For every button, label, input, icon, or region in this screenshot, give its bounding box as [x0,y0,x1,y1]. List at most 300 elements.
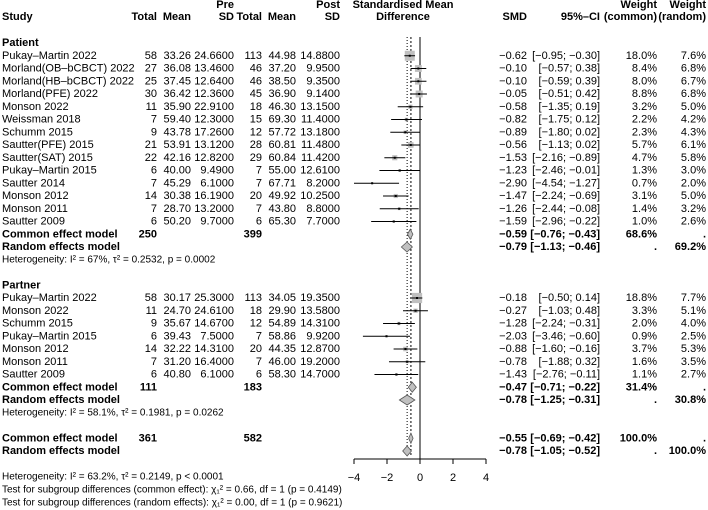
study-name: Morland(OB–bCBCT) 2022 [2,62,135,75]
post-sd: 9.1400 [306,88,340,100]
study-name: Monson 2022 [2,304,69,317]
post-mean: 49.92 [268,190,296,202]
weight-common: 100.0% [619,432,657,445]
pre-sd: 24.6600 [194,49,234,62]
post-total: 582 [243,432,262,445]
pre-sd: 9.7000 [200,215,234,228]
pre-total: 7 [150,202,157,215]
smd-value: −1.28 [499,317,527,330]
subgroup-header: Patient [2,37,39,49]
pre-total: 250 [138,228,157,241]
weight-random: 2.7% [680,368,706,381]
pre-mean: 50.20 [163,215,191,228]
weight-random: 5.3% [680,343,706,355]
subgroup-test-common: Test for subgroup differences (common effect): χ₁² = 0.66, df = 1 (p = 0.4149) [2,484,342,496]
post-sd: 8.8000 [306,202,340,215]
pre-total: 6 [150,215,157,228]
pre-sd: 16.4000 [194,355,234,368]
weight-common: 1.1% [631,368,657,381]
weight-common: 1.6% [631,355,657,368]
post-total: 18 [249,304,262,317]
ci-value: [−2.96; −0.22] [532,215,600,228]
weight-random: 6.1% [680,139,706,151]
weight-common: 2.0% [631,317,657,330]
ci-value: [−0.51; 0.42] [538,88,600,100]
pre-mean: 43.78 [163,126,191,139]
post-mean: 46.00 [268,355,296,368]
pre-mean: 37.45 [163,75,191,88]
post-total: 12 [249,126,262,139]
weight-random-header: (random) [658,11,706,23]
smd-value: −0.89 [499,126,527,139]
point-estimate-marker [399,170,401,172]
post-sd: 12.6100 [300,164,340,177]
post-mean: 58.30 [268,368,296,381]
post-total: 7 [255,177,262,190]
post-sd: 14.7000 [300,368,340,381]
post-sd: 8.2000 [306,177,340,190]
weight-common: 68.6% [625,228,657,241]
summary-diamond [403,446,412,456]
post-sd: 9.9500 [306,62,340,75]
smd-value: −0.27 [499,304,527,317]
post-total: 18 [249,100,262,113]
ci-value: [−0.76; −0.43] [530,228,600,241]
study-name: Monson 2022 [2,100,69,113]
x-axis-tick-label: 4 [482,472,490,484]
point-estimate-marker [371,182,373,184]
pre-mean: 42.16 [163,151,191,164]
point-estimate-marker [416,297,418,299]
weight-common: 8.4% [631,62,657,75]
post-mean: 36.90 [268,88,296,100]
pre-total: 9 [150,126,157,139]
weight-random: . [702,381,706,394]
pre-total: 6 [150,330,157,343]
pre-mean: 53.91 [163,139,191,151]
pre-sd-header: SD [218,11,234,23]
pre-mean: 35.90 [163,100,191,113]
weight-random: 30.8% [674,394,706,406]
weight-random: 2.5% [680,330,706,343]
weight-common: 8.0% [631,75,657,88]
model-label: Common effect model [2,228,118,241]
point-estimate-marker [409,55,411,57]
point-estimate-marker [398,208,400,210]
pre-sd: 12.3600 [194,88,234,100]
ci-value: [−1.25; −0.31] [530,394,600,406]
weight-common: . [653,394,657,406]
weight-random: 5.0% [680,100,706,113]
x-axis-tick-label: −4 [347,472,361,484]
weight-common: 3.1% [631,190,657,202]
pre-sd: 13.2000 [194,202,234,215]
heterogeneity-text: Heterogeneity: I² = 58.1%, τ² = 0.1981, p = 0.0262 [2,407,224,419]
post-total: 399 [243,228,262,241]
study-name: Sautter 2009 [2,368,65,381]
point-estimate-marker [418,93,420,95]
summary-diamond [399,395,415,405]
study-name: Monson 2012 [2,343,69,355]
ci-value: [−0.69; −0.42] [530,432,600,445]
pre-total: 14 [144,190,157,202]
point-estimate-marker [410,144,412,146]
post-sd-header: SD [324,11,340,23]
model-label: Random effects model [2,241,120,253]
pre-total: 58 [144,292,157,304]
weight-common: 4.7% [631,151,657,164]
post-total: 29 [249,151,262,164]
pre-mean: 24.70 [163,304,191,317]
pre-total: 7 [150,355,157,368]
smd-value: −1.43 [499,368,527,381]
weight-common: 8.8% [631,88,657,100]
pre-mean: 31.20 [163,355,191,368]
pre-mean: 33.26 [163,49,191,62]
study-name: Sautter 2014 [2,177,65,190]
study-name: Morland(PFE) 2022 [2,88,98,100]
ci-header: 95%–CI [560,11,600,23]
post-mean: 55.00 [268,164,296,177]
weight-common: 3.7% [631,343,657,355]
smd-value: −2.03 [499,330,527,343]
smd-value: −1.59 [499,215,527,228]
pre-mean: 30.17 [163,292,191,304]
point-estimate-marker [394,157,396,159]
weight-common: 18.8% [625,292,657,304]
smd-header: SMD [502,11,527,23]
ci-value: [−1.13; −0.46] [530,241,600,253]
summary-diamond [407,229,412,239]
pre-sd: 14.3100 [194,343,234,355]
pre-sd: 17.2600 [194,126,234,139]
summary-diamond [408,382,416,392]
weight-common: . [653,445,657,457]
ci-value: [−1.03; 0.48] [538,304,600,317]
smd-value: −0.05 [499,88,527,100]
post-mean: 37.20 [268,62,296,75]
point-estimate-marker [415,310,417,312]
smd-value: −1.47 [499,190,527,202]
pre-mean: 39.43 [163,330,191,343]
study-name: Sautter 2009 [2,215,65,228]
post-mean: 60.81 [268,139,296,151]
overall-heterogeneity-text: Heterogeneity: I² = 63.2%, τ² = 0.2149, p < 0.0001 [2,471,224,483]
post-sd: 14.8800 [300,49,340,62]
post-sd: 14.3100 [300,317,340,330]
weight-common: 31.4% [625,381,657,394]
post-sd: 11.4200 [301,151,340,164]
post-total: 15 [249,113,262,126]
post-sd: 7.7000 [306,215,340,228]
weight-random: . [702,432,706,445]
weight-random: 6.7% [680,75,706,88]
pre-mean: 59.40 [163,113,191,126]
pre-total: 27 [144,62,157,75]
study-name: Sautter(SAT) 2015 [2,151,93,164]
smd-value: −0.18 [499,292,527,304]
smd-value: −0.10 [499,62,527,75]
study-name: Weissman 2018 [2,113,81,126]
ci-value: [−2.76; −0.11] [532,368,600,381]
weight-common: 18.0% [625,49,657,62]
subgroup-test-random: Test for subgroup differences (random effects): χ₁² = 0.00, df = 1 (p = 0.9621) [2,497,343,509]
smd-value: −2.90 [499,177,527,190]
post-total: 28 [249,139,262,151]
ci-value: [−4.54; −1.27] [532,177,600,190]
ci-value: [−1.05; −0.52] [530,445,600,457]
pre-mean: 40.00 [163,164,191,177]
post-total: 183 [243,381,262,394]
ci-value: [−3.46; −0.60] [532,330,600,343]
smd-value: −0.10 [499,75,527,88]
post-total: 113 [244,49,262,62]
post-mean: 34.05 [268,292,296,304]
weight-random: 2.6% [680,215,706,228]
ci-value: [−1.75; 0.12] [538,113,600,126]
point-estimate-marker [409,106,411,108]
ci-value: [−0.57; 0.38] [538,62,600,75]
post-mean: 65.30 [268,215,296,228]
study-name: Schumm 2015 [2,126,73,139]
ci-value: [−0.59; 0.39] [538,75,600,88]
post-mean: 29.90 [268,304,296,317]
weight-common: 2.3% [631,126,657,139]
weight-random: 5.0% [680,190,706,202]
pre-total: 6 [150,164,157,177]
weight-random: 4.0% [680,317,706,330]
post-total: 46 [249,75,262,88]
post-sd: 19.3500 [300,292,340,304]
weight-random: 4.3% [680,126,706,139]
pre-total: 14 [144,343,157,355]
pre-mean: 28.70 [163,202,191,215]
heterogeneity-text: Heterogeneity: I² = 67%, τ² = 0.2532, p = 0.0002 [2,254,216,266]
pre-mean: 30.38 [163,190,191,202]
post-sd: 13.5800 [300,304,340,317]
model-label: Common effect model [2,381,118,394]
post-sd: 9.9200 [306,330,340,343]
post-total: 6 [255,215,262,228]
post-header: Post [316,0,340,11]
ci-value: [−2.44; −0.08] [532,202,600,215]
post-mean: 44.35 [268,343,296,355]
ci-value: [−1.60; −0.16] [532,343,600,355]
point-estimate-marker [398,323,400,325]
ci-value: [−1.13; 0.02] [538,139,600,151]
pre-total: 9 [150,317,157,330]
post-mean: 60.84 [268,151,296,164]
smd-value: −0.47 [499,381,527,394]
weight-common: 0.7% [631,177,657,190]
weight-random: . [702,228,706,241]
point-estimate-marker [405,119,407,121]
x-axis-tick-label: 0 [416,472,424,484]
smd-value: −0.88 [499,343,527,355]
post-sd: 12.8700 [300,343,340,355]
point-estimate-marker [404,348,406,350]
post-mean: 44.98 [268,49,296,62]
weight-random: 69.2% [674,241,706,253]
smd-value: −1.26 [499,202,527,215]
ci-value: [−1.88; 0.32] [538,355,600,368]
weight-random: 5.8% [680,151,706,164]
pre-total: 6 [150,368,157,381]
post-total-header: Total [236,11,262,23]
post-total: 20 [249,343,262,355]
ci-value: [−2.24; −0.31] [532,317,600,330]
smd-value: −0.59 [499,228,527,241]
pre-sd: 9.4900 [200,164,234,177]
weight-common: 1.3% [631,164,657,177]
smd-value: −0.78 [499,355,527,368]
point-estimate-marker [417,68,419,70]
pre-sd: 24.6100 [194,304,234,317]
pre-total: 7 [150,177,157,190]
point-estimate-marker [386,335,388,337]
weight-random: 6.8% [680,88,706,100]
subgroup-header: Partner [2,279,41,292]
study-header: Study [2,11,33,23]
post-total: 7 [255,330,262,343]
post-total: 7 [255,202,262,215]
ci-value: [−1.80; 0.02] [538,126,600,139]
smd-value: −0.82 [499,113,527,126]
post-mean: 69.30 [268,113,296,126]
post-mean: 58.86 [268,330,296,343]
weight-common-header: (common) [603,11,657,23]
point-estimate-marker [404,131,406,133]
weight-common: 1.0% [631,215,657,228]
weight-common-header: Weight [620,0,657,11]
weight-random: 6.8% [680,62,706,75]
pre-mean: 36.42 [163,88,191,100]
weight-common: 1.4% [631,202,657,215]
pre-total: 21 [144,139,157,151]
pre-sd: 14.6700 [194,317,234,330]
pre-sd: 12.6400 [194,75,234,88]
post-total: 113 [244,292,262,304]
pre-sd: 13.4600 [194,62,234,75]
post-total: 6 [255,368,262,381]
pre-mean: 45.29 [163,177,191,190]
post-total: 45 [249,88,262,100]
x-axis-tick-label: −2 [380,472,394,484]
smd-value: −1.23 [499,164,527,177]
post-mean: 38.50 [268,75,296,88]
pre-sd: 12.8200 [194,151,234,164]
plot-title: Difference [376,11,430,23]
post-sd: 19.2000 [300,355,340,368]
pre-header: Pre [216,0,234,11]
post-sd: 13.1800 [300,126,340,139]
weight-common: 5.7% [631,139,657,151]
weight-random: 7.6% [680,49,706,62]
ci-value: [−2.16; −0.89] [532,151,600,164]
pre-sd: 12.3000 [194,113,234,126]
weight-random: 2.0% [680,177,706,190]
pre-total: 11 [145,100,157,113]
smd-value: −1.53 [499,151,527,164]
ci-value: [−2.46; −0.01] [532,164,600,177]
pre-mean: 32.22 [163,343,191,355]
post-sd: 9.3500 [306,75,340,88]
study-name: Monson 2011 [2,355,68,368]
ci-value: [−2.24; −0.69] [532,190,600,202]
study-name: Pukay–Martin 2022 [2,292,97,304]
smd-value: −0.56 [499,139,527,151]
weight-common: 3.2% [631,100,657,113]
smd-value: −0.55 [499,432,527,445]
plot-title: Standardised Mean [352,0,454,11]
post-sd: 13.1500 [300,100,340,113]
weight-random-header: Weight [669,0,706,11]
point-estimate-marker [395,195,397,197]
ci-value: [−0.50; 0.14] [538,292,600,304]
smd-value: −0.78 [499,394,527,406]
point-estimate-marker [417,80,419,82]
smd-value: −0.79 [499,241,527,253]
pre-total: 30 [144,88,157,100]
weight-random: 3.5% [680,355,706,368]
post-sd: 11.4800 [301,139,340,151]
post-mean: 67.71 [268,177,296,190]
weight-random: 3.0% [680,164,706,177]
pre-total: 111 [139,381,157,394]
pre-sd: 13.1200 [194,139,234,151]
model-label: Random effects model [2,445,120,457]
post-mean: 54.89 [268,317,296,330]
weight-common: . [653,241,657,253]
post-total: 46 [249,62,262,75]
pre-mean: 40.80 [163,368,191,381]
post-mean-header: Mean [267,11,296,23]
study-name: Sautter(PFE) 2015 [2,139,94,151]
weight-random: 3.2% [680,202,706,215]
pre-total: 58 [144,49,157,62]
weight-common: 3.3% [631,304,657,317]
post-total: 7 [255,164,262,177]
pre-sd: 6.1000 [200,368,234,381]
study-name: Monson 2011 [2,202,68,215]
model-label: Common effect model [2,432,118,445]
smd-value: −0.58 [499,100,527,113]
point-estimate-marker [393,221,395,223]
pre-mean: 35.67 [163,317,191,330]
pre-total: 11 [145,304,157,317]
post-total: 20 [249,190,262,202]
study-name: Pukay–Martin 2015 [2,164,97,177]
summary-diamond [409,433,413,443]
post-mean: 46.30 [268,100,296,113]
pre-total: 7 [150,113,157,126]
pre-total: 22 [144,151,157,164]
post-total: 12 [249,317,262,330]
smd-value: −0.62 [499,49,527,62]
x-axis-tick-label: 2 [449,472,457,484]
model-label: Random effects model [2,394,120,406]
weight-random: 4.2% [680,113,706,126]
study-name: Schumm 2015 [2,317,73,330]
pre-total: 361 [138,432,157,445]
pre-mean: 36.08 [163,62,191,75]
weight-random: 7.7% [680,292,706,304]
study-name: Pukay–Martin 2015 [2,330,97,343]
point-estimate-marker [395,374,397,376]
post-total: 7 [255,355,262,368]
ci-value: [−1.35; 0.19] [538,100,600,113]
study-name: Morland(HB–bCBCT) 2022 [2,75,135,88]
